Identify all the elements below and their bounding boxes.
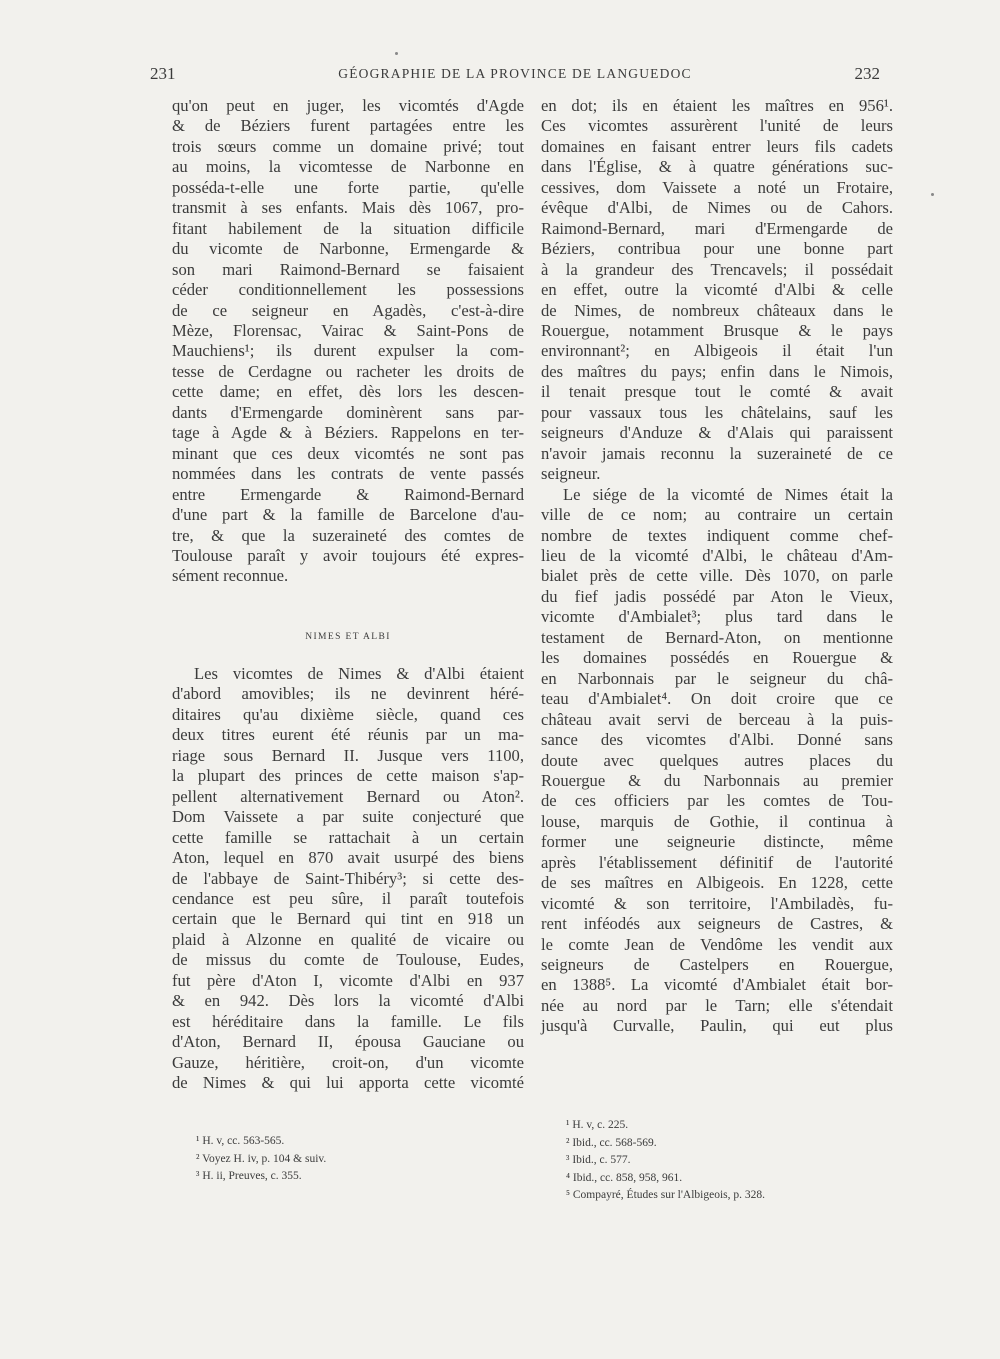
text-line: d'abord amovibles; ils ne devinrent héré-: [172, 684, 524, 704]
text-line: en 1388⁵. La vicomté d'Ambialet était bor-: [541, 975, 893, 995]
text-line: pour vassaux tous les châtelains, sauf les: [541, 402, 893, 422]
text-line: Ces vicomtes assurèrent l'unité de leurs: [541, 116, 893, 136]
text-line: au moins, la vicomtesse de Narbonne en: [172, 157, 524, 177]
text-line: fitant habilement de la situation difficile: [172, 218, 524, 238]
print-speck: [395, 52, 398, 55]
text-line: à la grandeur des Trencavels; il possédait: [541, 259, 893, 279]
text-line: d'Aton, Bernard II, épousa Gauciane ou: [172, 1032, 524, 1052]
footnote: ¹ H. v, cc. 563-565.: [196, 1135, 285, 1147]
text-line: trois sœurs comme un domaine privé; tout: [172, 136, 524, 156]
section-heading: NIMES ET ALBI: [305, 632, 391, 642]
text-line: Dom Vaissete a par suite conjecturé que: [172, 807, 524, 827]
text-line: de ce seigneur en Agadès, c'est-à-dire: [172, 300, 524, 320]
text-line: Mèze, Florensac, Vairac & Saint-Pons de: [172, 320, 524, 340]
text-line: après l'établissement définitif de l'autorité: [541, 852, 893, 872]
text-line: deux titres eurent été réunis par un ma-: [172, 725, 524, 745]
footnote: ³ Ibid., c. 577.: [566, 1154, 631, 1166]
running-title: GÉOGRAPHIE DE LA PROVINCE DE LANGUEDOC: [338, 66, 692, 81]
print-speck: [931, 193, 934, 196]
text-line: son mari Raimond-Bernard se faisaient: [172, 259, 524, 279]
text-line: doute avec quelques autres places du: [541, 750, 893, 770]
text-line: nommées dans les contrats de vente passés: [172, 464, 524, 484]
text-line: les domaines possédés en Rouergue &: [541, 648, 893, 668]
text-line: riage sous Bernard II. Jusque vers 1100,: [172, 745, 524, 765]
text-line: du fief jadis possédé par Aton le Vieux,: [541, 586, 893, 606]
text-line: il tenait presque tout le comté & avait: [541, 382, 893, 402]
text-line: minant que ces deux vicomtés ne sont pas: [172, 443, 524, 463]
text-line: est héréditaire dans la famille. Le fils: [172, 1011, 524, 1031]
text-line: seigneurs de Castelpers en Rouergue,: [541, 955, 893, 975]
text-line: Mauchiens¹; ils durent expulser la com-: [172, 341, 524, 361]
text-line: de ces officiers par les comtes de Tou-: [541, 791, 893, 811]
text-line: en effet, outre la vicomté d'Albi & celle: [541, 280, 893, 300]
text-line: cette dame; en effet, dès lors les descen-: [172, 382, 524, 402]
text-line: ditaires qu'au dixième siècle, quand ces: [172, 704, 524, 724]
text-line: environnant²; en Albigeois il était l'un: [541, 341, 893, 361]
text-line: & de Béziers furent partagées entre les: [172, 116, 524, 136]
text-line: jusqu'à Curvalle, Paulin, qui eut plus: [541, 1016, 893, 1036]
text-line: rent inféodés aux seigneurs de Castres, &: [541, 914, 893, 934]
text-line: née au nord par le Tarn; elle s'étendait: [541, 995, 893, 1015]
text-line: tesse de Cerdagne ou racheter les droits de: [172, 361, 524, 381]
text-line: posséda-t-elle une forte partie, qu'elle: [172, 177, 524, 197]
text-line: en dot; ils en étaient les maîtres en 956¹.: [541, 96, 893, 115]
text-line: cessives, dom Vaissete a noté un Frotaire,: [541, 177, 893, 197]
text-line: Raimond-Bernard, mari d'Ermengarde de: [541, 218, 893, 238]
footnotes-right: [566, 1117, 765, 1205]
text-line: dants d'Ermengarde dominèrent sans par-: [172, 402, 524, 422]
left-column: [172, 96, 524, 587]
text-line: de Nimes, de nombreux châteaux dans le: [541, 300, 893, 320]
text-line: sance des vicomtes d'Albi. Donné sans: [541, 730, 893, 750]
footnotes-left: [196, 1133, 326, 1186]
text-line: Béziers, contribua pour une bonne part: [541, 239, 893, 259]
text-line: vicomté & son territoire, l'Ambiladès, fu-: [541, 893, 893, 913]
text-line: plaid à Alzonne en qualité de vicaire ou: [172, 929, 524, 949]
text-line: évêque d'Albi, de Nimes ou de Cahors.: [541, 198, 893, 218]
text-line: teau d'Ambialet⁴. On doit croire que ce: [541, 689, 893, 709]
left-column-continued: [172, 664, 524, 1094]
text-line: tre, & que la suzeraineté des comtes de: [172, 525, 524, 545]
running-header: [150, 64, 880, 88]
text-line: seigneurs d'Anduze & d'Alais qui paraissent: [541, 423, 893, 443]
text-line: Rouergue, notamment Brusque & le pays: [541, 320, 893, 340]
text-line: du vicomte de Narbonne, Ermengarde &: [172, 239, 524, 259]
text-line: de Nimes & qui lui apporta cette vicomté: [172, 1073, 524, 1093]
footnote: ⁴ Ibid., cc. 858, 958, 961.: [566, 1171, 683, 1184]
page-number-left: 231: [150, 64, 176, 83]
text-line: château avait servi de berceau à la puis-: [541, 709, 893, 729]
text-line: Rouergue & du Narbonnais au premier: [541, 770, 893, 790]
right-column: [541, 96, 893, 1037]
text-line: ville de ce nom; au contraire un certain: [541, 505, 893, 525]
page-number-right: 232: [854, 64, 880, 83]
text-line: entre Ermengarde & Raimond-Bernard: [172, 484, 524, 504]
text-line: en Narbonnais par le seigneur du châ-: [541, 668, 893, 688]
text-line: domaines en faisant entrer leurs fils cadets: [541, 136, 893, 156]
text-line: sément reconnue.: [172, 566, 289, 586]
text-line: Les vicomtes de Nimes & d'Albi étaient: [194, 664, 524, 683]
text-line: Gauze, héritière, croit-on, d'un vicomte: [172, 1052, 524, 1072]
text-line: la plupart des princes de cette maison s'ap-: [172, 766, 524, 786]
text-line: qu'on peut en juger, les vicomtés d'Agde: [172, 96, 524, 115]
text-line: des maîtres du pays; enfin dans le Nimois,: [541, 361, 893, 381]
footnote: ⁵ Compayré, Études sur l'Albigeois, p. 328.: [566, 1189, 766, 1201]
text-line: Le siége de la vicomté de Nimes était la: [563, 484, 893, 504]
text-line: n'avoir jamais reconnu la suzeraineté de ce: [541, 443, 893, 463]
text-line: céder conditionnellement les possessions: [172, 280, 524, 300]
text-line: de missus du comte de Toulouse, Eudes,: [172, 950, 524, 970]
text-line: de l'abbaye de Saint-Thibéry³; si cette des-: [172, 868, 524, 888]
text-line: Aton, lequel en 870 avait usurpé des biens: [172, 848, 524, 868]
footnote: ¹ H. v, c. 225.: [566, 1119, 629, 1131]
text-line: tage à Agde & à Béziers. Rappelons en ter-: [172, 423, 524, 443]
text-line: nombre de textes indiquent comme chef-: [541, 525, 893, 545]
text-line: seigneur.: [541, 464, 601, 484]
text-line: & en 942. Dès lors la vicomté d'Albi: [172, 991, 524, 1011]
text-line: louse, marquis de Gothie, il continua à: [541, 811, 893, 831]
text-line: vicomte d'Ambialet³; plus tard dans le: [541, 607, 893, 627]
text-line: testament de Bernard-Aton, on mentionne: [541, 627, 893, 647]
text-line: certain que le Bernard qui tint en 918 un: [172, 909, 524, 929]
text-line: lieu de la vicomté d'Albi, le château d'Am-: [541, 545, 893, 565]
text-line: Toulouse paraît y avoir toujours été expres-: [172, 545, 524, 565]
footnote: ² Voyez H. iv, p. 104 & suiv.: [196, 1152, 327, 1165]
footnote: ³ H. ii, Preuves, c. 355.: [196, 1170, 302, 1182]
text-line: cendance est peu sûre, il paraît toutefois: [172, 888, 524, 908]
text-line: dans l'Église, & à quatre générations suc-: [541, 157, 893, 177]
text-line: le comte Jean de Vendôme les vendit aux: [541, 934, 893, 954]
text-line: transmit à ses enfants. Mais dès 1067, pro-: [172, 198, 524, 218]
text-line: bialet près de cette ville. Dès 1070, on parle: [541, 566, 893, 586]
text-line: pellent alternativement Bernard ou Aton².: [172, 786, 524, 806]
footnote: ² Ibid., cc. 568-569.: [566, 1136, 657, 1149]
text-line: de ses maîtres en Albigeois. En 1228, cette: [541, 873, 893, 893]
text-line: former une seigneurie distincte, même: [541, 832, 893, 852]
text-line: fut père d'Aton I, vicomte d'Albi en 937: [172, 970, 524, 990]
text-line: cette famille se rattachait à un certain: [172, 827, 524, 847]
text-line: d'une part & la famille de Barcelone d'au-: [172, 505, 524, 525]
